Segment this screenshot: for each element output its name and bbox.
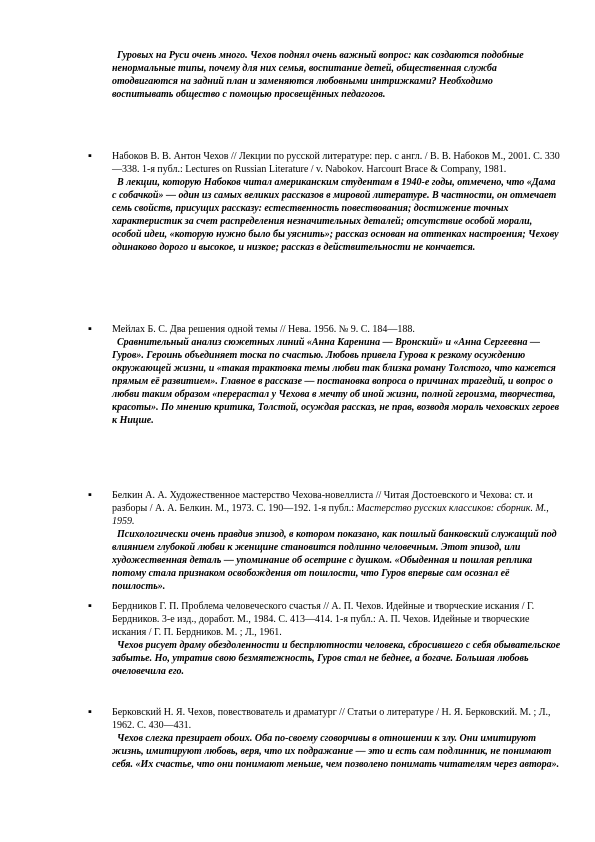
- annotation: Психологически очень правдив эпизод, в котором показано, как пошлый банковский служащий под влиянием глубокой любви к женщине становится подлинно человечным. Этот эпизод, или художественная деталь — упоминание об осетрине с душком. «Обыденная и пошлая реплика потому стала признаком освобождения от пошлости, что Гуров впервые сам осознал её пошлость».: [112, 529, 557, 592]
- bullet-icon: ▪: [88, 323, 92, 335]
- annotation: В лекции, которую Набоков читал американским студентам в 1940-е годы, отмечено, что «Дама с собачкой» — один из самых великих рассказов в мировой литературе. В частности, он отмечает семь свойств, присущих рассказу: естественность повествования; достижение точных характеристик за счет распределения незначительных деталей; отсутствие особой морали, особой идеи, «которую нужно было бы уяснить»; рассказ основан на оттенках настроения; Чехову одинаково дорого и высокое, и низкое; рассказ в действительности не кончается.: [112, 177, 559, 253]
- bibliographic-reference: Мейлах Б. С. Два решения одной темы // Нева. 1956. № 9. С. 184—188.: [112, 324, 415, 335]
- intro-paragraph: [112, 49, 552, 101]
- bullet-icon: ▪: [88, 600, 92, 612]
- bibliographic-reference: Набоков В. В. Антон Чехов // Лекции по русской литературе: пер. с англ. / В. В. Набоков М., 2001. С. 330—338. 1-я публ.: Lectures on Russian Literature / v. Nabokov. Harcourt Brace & Company, 1981.: [112, 151, 560, 175]
- bullet-icon: ▪: [88, 706, 92, 718]
- annotation: Чехов слегка презирает обоих. Оба по-своему сговорчивы в отношении к злу. Они имитируют жизнь, имитируют любовь, веря, что их подражание — это и есть сам подлинник, не понимают себя. «Их счастье, что они понимают меньше, чем позволено понимать читателям через автора».: [112, 733, 560, 770]
- bullet-icon: ▪: [88, 489, 92, 501]
- list-item: [88, 706, 562, 771]
- annotation: Сравнительный анализ сюжетных линий «Анна Каренина — Вронский» и «Анна Сергеевна — Гуров». Героинь объединяет тоска по счастью. Любовь привела Гурова к резкому осуждению окружающей жизни, и «такая трактовка темы любви так близка роману Толстого, что кажется прямым её развитием». Главное в рассказе — постановка вопроса о причинах трагедий, и вопрос о любви таким образом «перерастал у Чехова в мечту об иной жизни, полной героизма, творчества, красоты». По мнению критика, Толстой, осуждая рассказ, не прав, возводя мораль чеховских героев к Ницше.: [112, 337, 560, 426]
- bibliographic-reference: Бердников Г. П. Проблема человеческого счастья // А. П. Чехов. Идейные и творческие искания / Г. Бердников. 3-е изд., доработ. М., 1984. С. 413—414. 1-я публ.: А. П. Чехов. Идейные и творческие искания / Г. П. Бердников. М. ; Л., 1961.: [112, 601, 535, 638]
- list-item: [88, 600, 562, 678]
- annotation: Чехов рисует драму обездоленности и беспрлютности человека, сбросившего с себя обывательское забытье. Но, утратив свою безмятежность, Гуров стал не беднее, а богаче. Большая любовь очеловечила его.: [112, 640, 561, 677]
- bibliographic-reference: Берковский Н. Я. Чехов, повествователь и драматург // Статьи о литературе / Н. Я. Берковский. М. ; Л., 1962. С. 430—431.: [112, 707, 551, 731]
- intro-text: Гуровых на Руси очень много. Чехов поднял очень важный вопрос: как создаются подобные ненормальные типы, почему для них семья, воспитание детей, общественная служба отодвигаются на задний план и заменяются любовными интрижками? Необходимо воспитывать общество с помощью просвещённых педагогов.: [112, 50, 524, 100]
- list-item: [88, 489, 562, 593]
- list-item: [88, 323, 562, 427]
- bullet-icon: ▪: [88, 150, 92, 162]
- list-item: [88, 150, 562, 254]
- bibliographic-reference: Белкин А. А. Художественное мастерство Чехова-новеллиста // Читая Достоевского и Чехова: ст. и разборы / А. А. Белкин. М., 1973. С. 190—192. 1-я публ.: Мастерство русских классиков: сборник. М., 1959.: [112, 490, 549, 527]
